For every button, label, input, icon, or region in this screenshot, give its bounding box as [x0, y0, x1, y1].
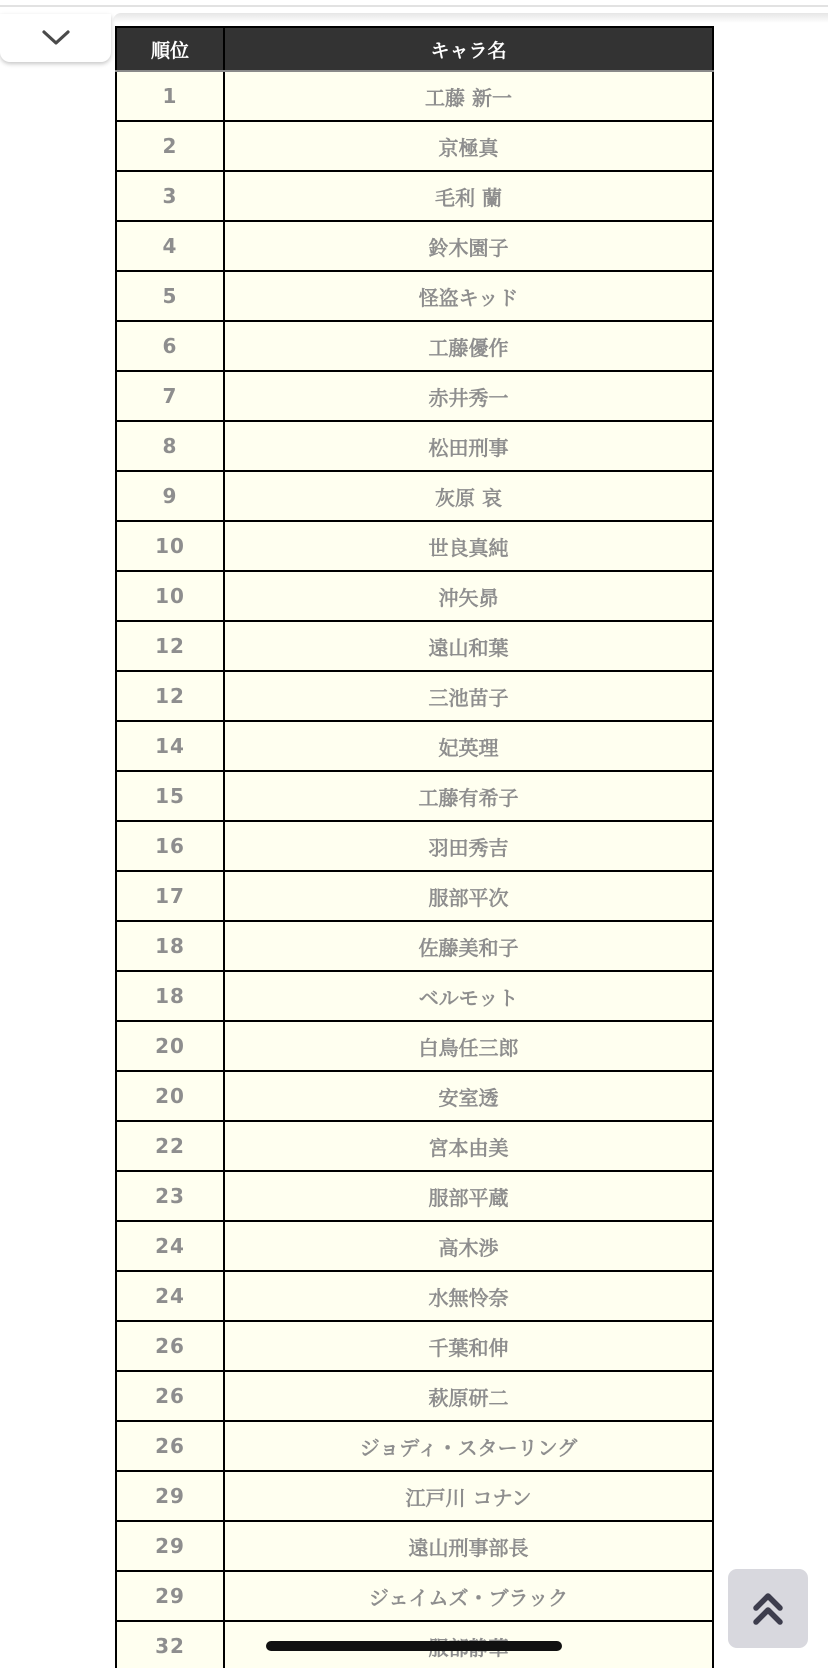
character-name-cell: 安室透 [224, 1071, 713, 1121]
rank-cell: 24 [116, 1271, 224, 1321]
table-row [116, 321, 713, 371]
table-row [116, 921, 713, 971]
rank-cell: 8 [116, 421, 224, 471]
character-name-cell: ジェイムズ・ブラック [224, 1571, 713, 1621]
character-name-cell: 怪盗キッド [224, 271, 713, 321]
table-row [116, 1171, 713, 1221]
table-row [116, 1021, 713, 1071]
table-row [116, 721, 713, 771]
rank-cell: 10 [116, 521, 224, 571]
rank-cell: 7 [116, 371, 224, 421]
character-name-cell: 松田刑事 [224, 421, 713, 471]
character-name-cell: 羽田秀吉 [224, 821, 713, 871]
character-name-cell: 服部平次 [224, 871, 713, 921]
table-row [116, 621, 713, 671]
table-row [116, 1421, 713, 1471]
rank-cell: 18 [116, 921, 224, 971]
rank-cell: 12 [116, 671, 224, 721]
rank-cell: 29 [116, 1521, 224, 1571]
table-row [116, 171, 713, 221]
character-name-cell: 三池苗子 [224, 671, 713, 721]
table-row [116, 1471, 713, 1521]
rank-cell: 14 [116, 721, 224, 771]
rank-cell: 12 [116, 621, 224, 671]
rank-cell: 4 [116, 221, 224, 271]
character-name-cell: 工藤有希子 [224, 771, 713, 821]
rank-cell: 32 [116, 1621, 224, 1668]
character-name-cell: 毛利 蘭 [224, 171, 713, 221]
character-name-cell: 沖矢昴 [224, 571, 713, 621]
character-name-cell: 水無怜奈 [224, 1271, 713, 1321]
table-row [116, 1371, 713, 1421]
content-panel-edge [113, 13, 828, 23]
ranking-table [115, 26, 714, 1668]
character-name-cell: 工藤 新一 [224, 71, 713, 121]
chevron-down-icon [41, 29, 71, 47]
rank-cell: 2 [116, 121, 224, 171]
rank-cell: 26 [116, 1371, 224, 1421]
table-row [116, 971, 713, 1021]
table-row [116, 371, 713, 421]
character-name-cell: 佐藤美和子 [224, 921, 713, 971]
character-name-cell: 工藤優作 [224, 321, 713, 371]
rank-cell: 6 [116, 321, 224, 371]
rank-cell: 29 [116, 1471, 224, 1521]
rank-cell: 23 [116, 1171, 224, 1221]
double-chevron-up-icon [752, 1590, 784, 1628]
rank-cell: 24 [116, 1221, 224, 1271]
table-row [116, 121, 713, 171]
rank-cell: 15 [116, 771, 224, 821]
character-name-cell: 赤井秀一 [224, 371, 713, 421]
rank-cell: 9 [116, 471, 224, 521]
character-name-cell: 遠山刑事部長 [224, 1521, 713, 1571]
character-name-cell: 灰原 哀 [224, 471, 713, 521]
character-name-cell: 萩原研二 [224, 1371, 713, 1421]
character-name-cell: 江戸川 コナン [224, 1471, 713, 1521]
rank-cell: 16 [116, 821, 224, 871]
table-row [116, 1271, 713, 1321]
rank-cell: 10 [116, 571, 224, 621]
rank-cell: 1 [116, 71, 224, 121]
rank-column-header: 順位 [116, 27, 224, 71]
table-row [116, 571, 713, 621]
rank-cell: 5 [116, 271, 224, 321]
table-row [116, 521, 713, 571]
character-name-cell: 鈴木園子 [224, 221, 713, 271]
character-name-cell: 妃英理 [224, 721, 713, 771]
character-name-cell: ベルモット [224, 971, 713, 1021]
character-name-cell: 遠山和葉 [224, 621, 713, 671]
table-row [116, 771, 713, 821]
top-divider [0, 5, 828, 7]
character-name-cell: 京極真 [224, 121, 713, 171]
name-column-header: キャラ名 [224, 27, 713, 71]
character-name-cell: 世良真純 [224, 521, 713, 571]
table-row [116, 271, 713, 321]
table-row [116, 871, 713, 921]
back-to-top-button[interactable] [728, 1569, 808, 1648]
rank-cell: 26 [116, 1421, 224, 1471]
table-row [116, 471, 713, 521]
table-row [116, 1521, 713, 1571]
rank-cell: 3 [116, 171, 224, 221]
rank-cell: 20 [116, 1021, 224, 1071]
rank-cell: 18 [116, 971, 224, 1021]
ranking-table-container [115, 26, 712, 1668]
table-row [116, 671, 713, 721]
rank-cell: 29 [116, 1571, 224, 1621]
table-header-row [116, 27, 713, 71]
character-name-cell: 高木渉 [224, 1221, 713, 1271]
character-name-cell: 宮本由美 [224, 1121, 713, 1171]
home-indicator[interactable] [266, 1641, 562, 1651]
table-row [116, 221, 713, 271]
character-name-cell: ジョディ・スターリング [224, 1421, 713, 1471]
character-name-cell: 白鳥任三郎 [224, 1021, 713, 1071]
table-row [116, 1221, 713, 1271]
rank-cell: 26 [116, 1321, 224, 1371]
table-row [116, 1121, 713, 1171]
table-row [116, 1071, 713, 1121]
rank-cell: 17 [116, 871, 224, 921]
table-row [116, 421, 713, 471]
ranking-table-body [116, 71, 713, 1668]
table-row [116, 71, 713, 121]
collapse-toggle-button[interactable] [0, 14, 111, 62]
table-row [116, 1571, 713, 1621]
table-row [116, 821, 713, 871]
rank-cell: 20 [116, 1071, 224, 1121]
character-name-cell: 千葉和伸 [224, 1321, 713, 1371]
rank-cell: 22 [116, 1121, 224, 1171]
character-name-cell: 服部平蔵 [224, 1171, 713, 1221]
table-row [116, 1321, 713, 1371]
